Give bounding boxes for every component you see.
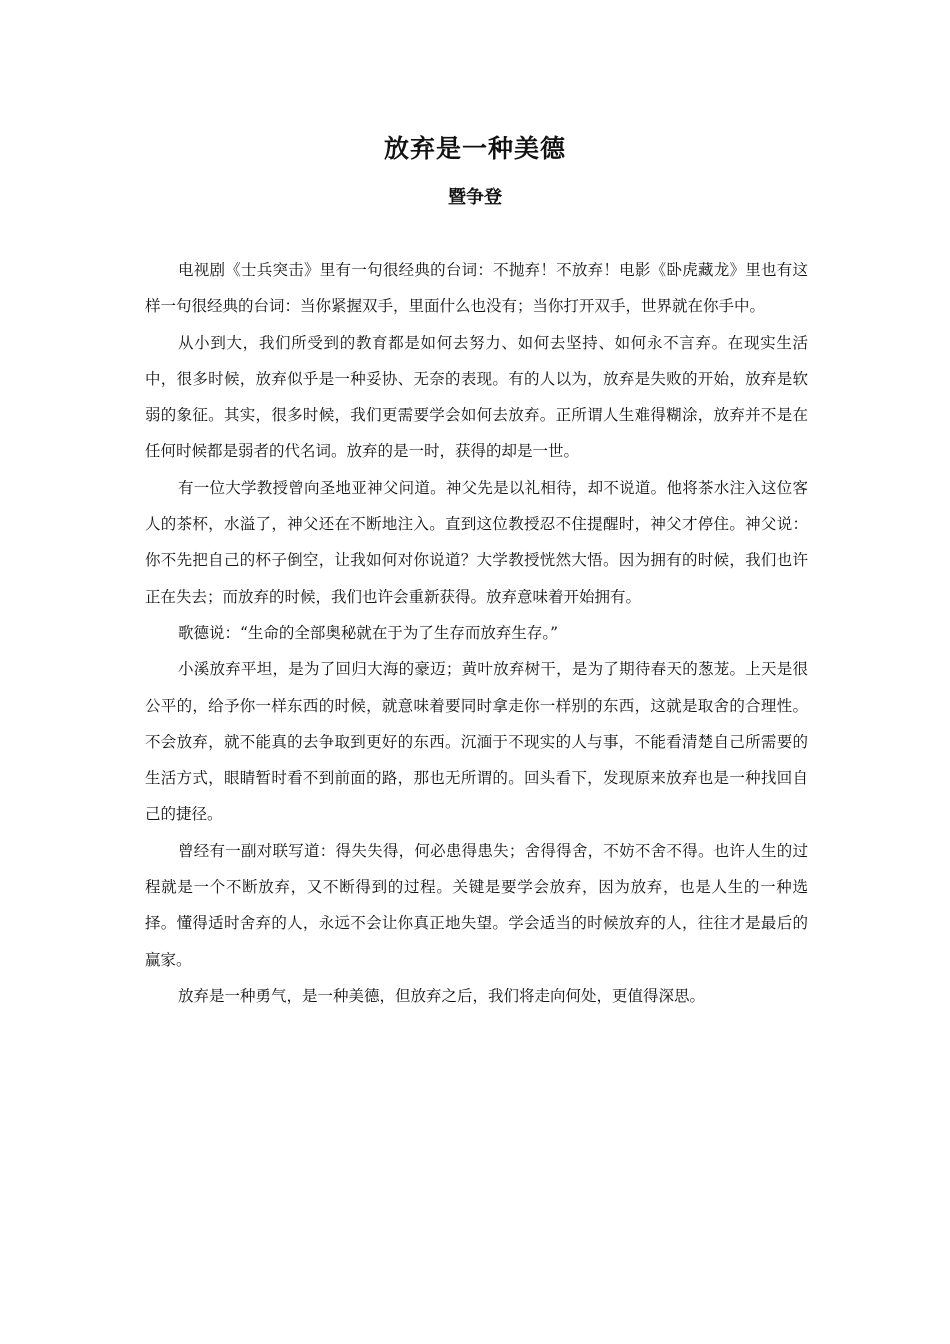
paragraph: 电视剧《士兵突击》里有一句很经典的台词：不抛弃！不放弃！电影《卧虎藏龙》里也有这样一句很经典的台词：当你紧握双手，里面什么也没有；当你打开双手，世界就在你手中。 — [145, 261, 808, 316]
document-title: 放弃是一种美德 — [383, 134, 566, 163]
document-body — [145, 252, 808, 1014]
paragraph: 从小到大，我们所受到的教育都是如何去努力、如何去坚持、如何永不言弃。在现实生活中，很多时候，放弃似乎是一种妥协、无奈的表现。有的人以为，放弃是失败的开始，放弃是软弱的象征。其实，很多时候，我们更需要学会如何去放弃。正所谓人生难得糊涂，放弃并不是在任何时候都是弱者的代名词。放弃的是一时，获得的却是一世。 — [145, 333, 808, 461]
paragraph: 放弃是一种勇气，是一种美德，但放弃之后，我们将走向何处，更值得深思。 — [178, 986, 706, 1005]
paragraph: 有一位大学教授曾向圣地亚神父问道。神父先是以礼相待，却不说道。他将茶水注入这位客人的茶杯，水溢了，神父还在不断地注入。直到这位教授忍不住提醒时，神父才停住。神父说：你不先把自己的杯子倒空，让我如何对你说道？大学教授恍然大悟。因为拥有的时候，我们也许正在失去；而放弃的时候，我们也许会重新获得。放弃意味着开始拥有。 — [145, 478, 808, 606]
document-author: 暨争登 — [448, 187, 502, 208]
paragraph: 曾经有一副对联写道：得失失得，何必患得患失；舍得得舍，不妨不舍不得。也许人生的过程就是一个不断放弃，又不断得到的过程。关键是要学会放弃，因为放弃，也是人生的一种选择。懂得适时舍弃的人，永远不会让你真正地失望。学会适当的时候放弃的人，往往才是最后的赢家。 — [145, 841, 808, 969]
paragraph: 歌德说：“生命的全部奥秘就在于为了生存而放弃生存。” — [178, 623, 559, 642]
paragraph: 小溪放弃平坦，是为了回归大海的豪迈；黄叶放弃树干，是为了期待春天的葱茏。上天是很公平的，给予你一样东西的时候，就意味着要同时拿走你一样别的东西，这就是取舍的合理性。不会放弃，就不能真的去争取到更好的东西。沉湎于不现实的人与事，不能看清楚自己所需要的生活方式，眼睛暂时看不到前面的路，那也无所谓的。回头看下，发现原来放弃也是一种找回自己的捷径。 — [145, 660, 808, 824]
